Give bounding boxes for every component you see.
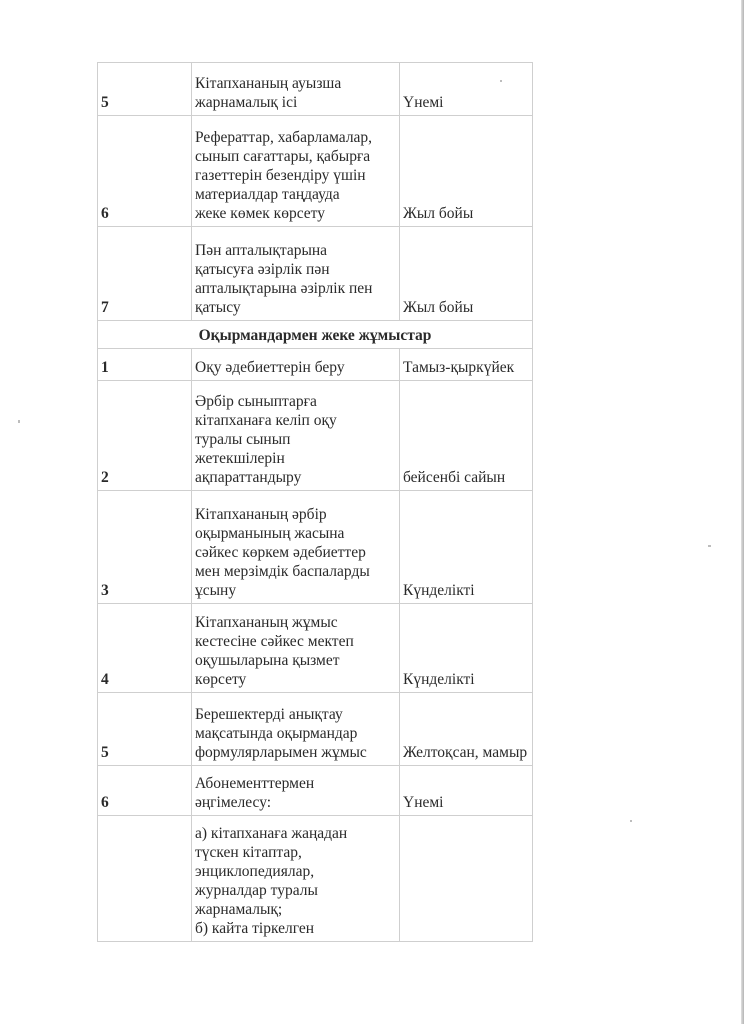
scan-speck [708, 545, 711, 547]
table-row [98, 63, 533, 116]
activity-cell [192, 693, 400, 766]
activity-line: кестесіне сәйкес мектеп [195, 633, 354, 650]
activity-cell [192, 381, 400, 491]
section-row [98, 321, 533, 349]
scan-speck [18, 420, 20, 423]
activity-line: мен мерзімдік баспаларды [195, 563, 370, 580]
row-number: 5 [98, 63, 192, 116]
activity-line: журналдар туралы [195, 882, 318, 899]
table-row [98, 227, 533, 321]
activity-line: сынып сағаттары, қабырға [195, 148, 371, 165]
activity-line: материалдар таңдауда [195, 186, 340, 203]
term-cell: Жыл бойы [400, 116, 533, 227]
activity-cell [192, 491, 400, 604]
activity-line: ақпараттандыру [195, 469, 302, 486]
term-cell: Үнемі [400, 63, 533, 116]
term-cell: Тамыз-қыркүйек [400, 349, 533, 381]
activity-line: қатысуға әзірлік пән [195, 261, 330, 278]
term-cell: Жыл бойы [400, 227, 533, 321]
work-plan-table [97, 62, 533, 942]
activity-line: кітапханаға келіп оқу [195, 412, 337, 429]
table-row [98, 349, 533, 381]
activity-line: жеке көмек көрсету [195, 205, 325, 222]
activity-line: апталықтарына әзірлік пен [195, 280, 373, 297]
activity-line: оқушыларына қызмет [195, 652, 340, 669]
table-row [98, 693, 533, 766]
activity-cell [192, 604, 400, 693]
activity-line: Абонементтермен [195, 775, 315, 792]
row-number: 1 [98, 349, 192, 381]
activity-cell [192, 349, 400, 381]
activity-line: газеттерін безендіру үшін [195, 167, 366, 184]
activity-line: оқырманының жасына [195, 525, 345, 542]
row-number: 6 [98, 116, 192, 227]
scan-speck [630, 820, 632, 822]
activity-line: туралы сынып [195, 431, 291, 448]
table-row [98, 766, 533, 816]
activity-line: мақсатында оқырмандар [195, 725, 358, 742]
activity-line: қатысу [195, 299, 241, 316]
activity-cell [192, 766, 400, 816]
activity-line: Берешектерді анықтау [195, 706, 343, 723]
activity-line: сәйкес көркем әдебиеттер [195, 544, 366, 561]
activity-cell [192, 63, 400, 116]
activity-line: а) кітапханаға жаңадан [195, 825, 348, 842]
activity-line: Оқу әдебиеттерін беру [195, 359, 345, 376]
activity-line: жарнамалық ісі [195, 94, 298, 111]
activity-line: б) кайта тіркелген [195, 920, 315, 937]
row-number: 5 [98, 693, 192, 766]
activity-line: энциклопедиялар, [195, 863, 315, 880]
row-number: 2 [98, 381, 192, 491]
table-row [98, 116, 533, 227]
activity-cell [192, 227, 400, 321]
activity-line: Пән апталықтарына [195, 242, 328, 259]
section-title: Оқырмандармен жеке жұмыстар [98, 321, 533, 349]
term-cell: Күнделікті [400, 491, 533, 604]
table-row [98, 604, 533, 693]
activity-line: көрсету [195, 671, 247, 688]
row-number: 6 [98, 766, 192, 816]
activity-line: әңгімелесу: [195, 794, 272, 811]
activity-cell [192, 116, 400, 227]
term-cell: Күнделікті [400, 604, 533, 693]
activity-line: Әрбір сыныптарға [195, 393, 317, 410]
term-cell [400, 816, 533, 942]
term-cell: бейсенбі сайын [400, 381, 533, 491]
activity-line: жетекшілерін [195, 450, 285, 467]
activity-line: Кітапхананың жұмыс [195, 614, 338, 631]
activity-line: Кітапхананың әрбір [195, 506, 327, 523]
row-number: 4 [98, 604, 192, 693]
term-cell: Үнемі [400, 766, 533, 816]
row-number [98, 816, 192, 942]
row-number: 7 [98, 227, 192, 321]
activity-line: түскен кітаптар, [195, 844, 302, 861]
activity-line: формулярларымен жұмыс [195, 744, 367, 761]
activity-line: ұсыну [195, 582, 237, 599]
activity-line: жарнамалық; [195, 901, 283, 918]
term-cell: Желтоқсан, мамыр [400, 693, 533, 766]
table-row [98, 816, 533, 942]
activity-line: Рефераттар, хабарламалар, [195, 129, 373, 146]
table-row [98, 381, 533, 491]
activity-cell [192, 816, 400, 942]
activity-line: Кітапхананың ауызша [195, 75, 342, 92]
table-row [98, 491, 533, 604]
row-number: 3 [98, 491, 192, 604]
work-plan-table-body [98, 63, 533, 942]
